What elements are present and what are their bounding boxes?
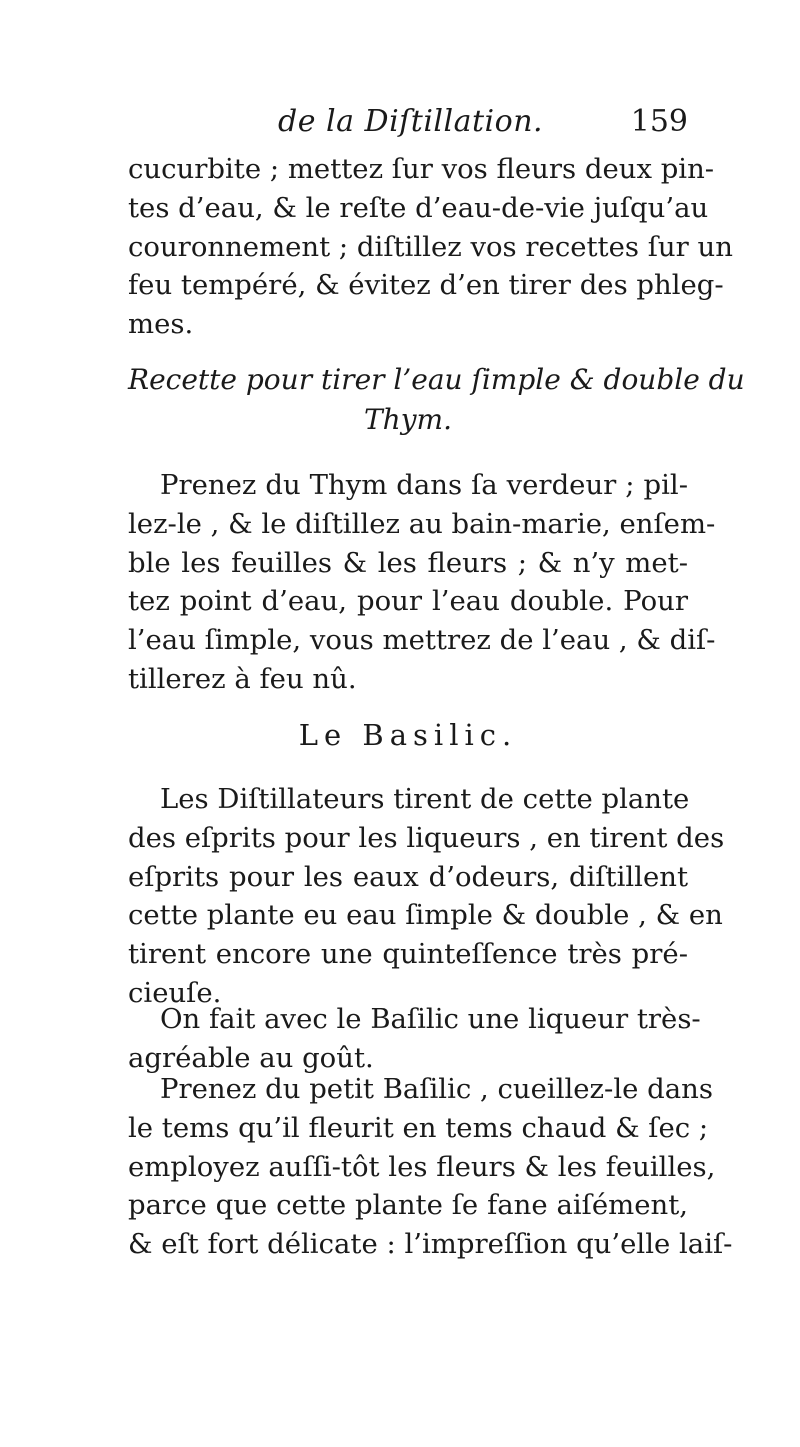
text-line: tillerez à feu nû. [128,662,357,695]
text-line: tirent encore une quinteſſence très pré- [128,938,688,971]
paragraph-basilic-2 [128,1000,701,1078]
text-line: eſprits pour les eaux d’odeurs, diſtillent [128,860,688,893]
text-line: feu tempéré, & évitez d’en tirer des phleg- [128,269,724,302]
running-header [128,104,688,148]
text-line: Prenez du Thym dans ſa verdeur ; pil- [160,469,688,501]
text-line: cucurbite ; mettez ſur vos fleurs deux pin- [128,153,715,185]
paragraph-continuation [128,150,733,344]
recipe-title-line: Recette pour tirer l’eau ſimple & double du [128,363,745,396]
text-line: tez point d’eau, pour l’eau double. Pour [128,585,688,618]
recipe-title-line: Thym. [364,403,452,436]
text-line: l’eau ſimple, vous mettrez de l’eau , & diſ- [128,624,716,657]
paragraph-thym [128,466,716,699]
running-title: de la Diſtillation. [278,104,544,139]
text-line: On fait avec le Baſilic une liqueur très- [160,1003,701,1035]
text-line: tes d’eau, & le reſte d’eau-de-vie juſqu’au [128,191,709,224]
text-line: employez auſſi-tôt les fleurs & les feuilles, [128,1150,716,1183]
text-line: Les Diſtillateurs tirent de cette plante [160,783,690,815]
text-line: le tems qu’il fleurit en tems chaud & ſec ; [128,1111,709,1144]
paragraph-basilic-1 [128,780,725,1013]
text-line: & eſt fort délicate : l’impreſſion qu’elle laiſ- [128,1228,733,1261]
text-line: couronnement ; diſtillez vos recettes ſur un [128,230,733,263]
text-line: agréable au goût. [128,1041,374,1074]
text-line: lez-le , & le diſtillez au bain-marie, enſem- [128,507,716,540]
text-line: des eſprits pour les liqueurs , en tirent des [128,821,725,854]
text-line: parce que cette plante ſe fane aiſément, [128,1189,688,1222]
paragraph-basilic-3 [128,1070,733,1264]
text-line: mes. [128,308,194,341]
text-line: ble les feuilles & les fleurs ; & n’y met- [128,546,688,579]
section-heading: Le Basilic. [298,718,518,752]
text-line: Prenez du petit Baſilic , cueillez-le dans [160,1073,713,1105]
recipe-title [128,360,745,440]
page-number: 159 [630,104,688,139]
text-line: cette plante eu eau ſimple & double , & en [128,899,723,932]
text-line: cieuſe. [128,976,222,1009]
